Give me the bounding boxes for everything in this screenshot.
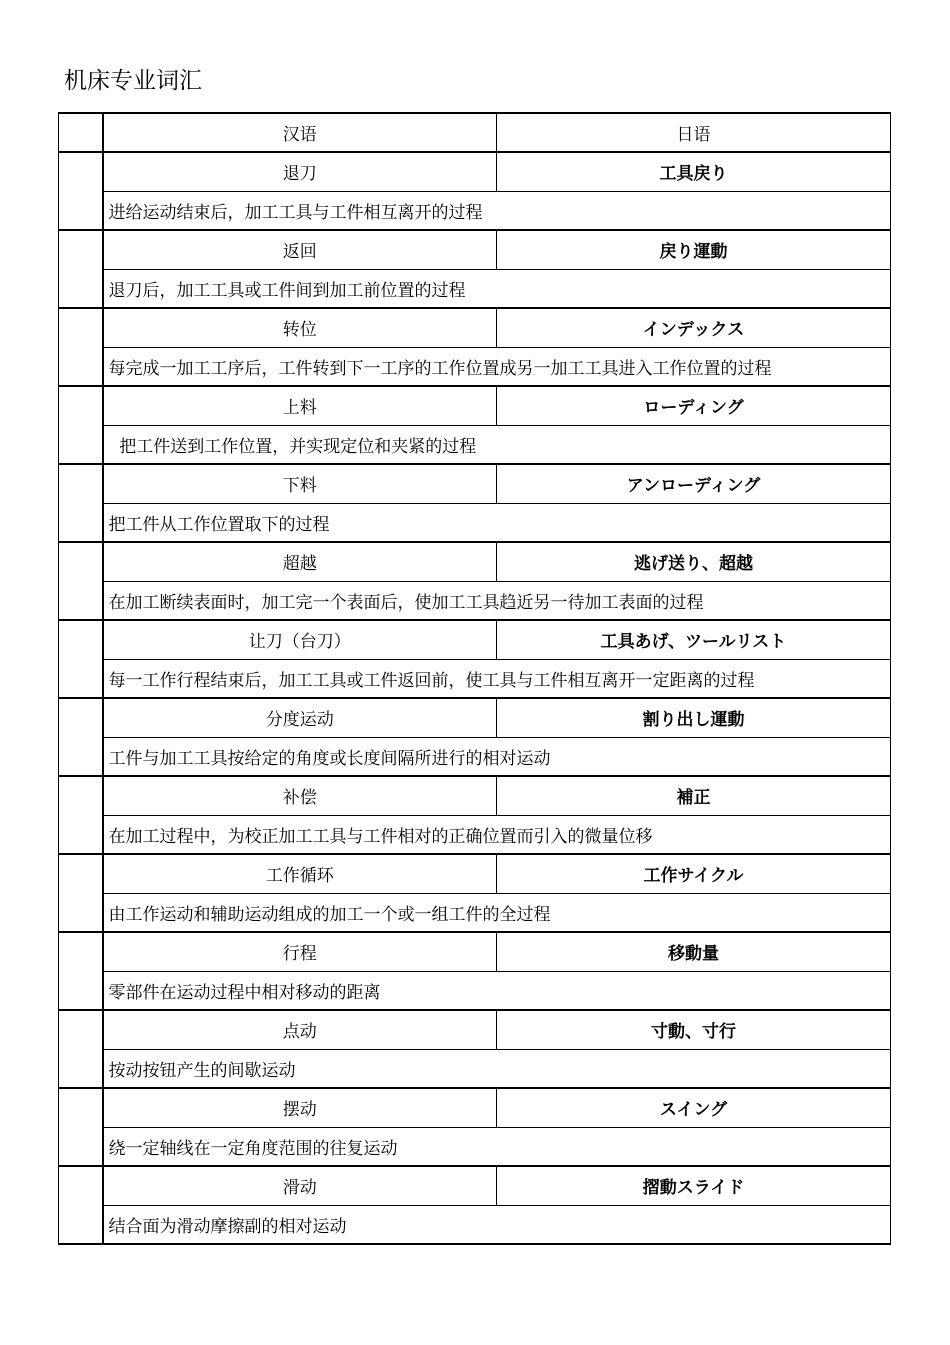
term-definition: 在加工过程中，为校正加工工具与工件相对的正确位置而引入的微量位移 (103, 815, 891, 854)
index-cell (59, 386, 103, 464)
term-definition: 按动按钮产生的间歇运动 (103, 1049, 891, 1088)
definition-row (59, 1049, 891, 1088)
index-cell (59, 698, 103, 776)
term-chinese: 点动 (103, 1010, 497, 1049)
term-japanese: 工作サイクル (497, 854, 891, 893)
definition-row (59, 659, 891, 698)
term-row (59, 542, 891, 581)
term-japanese: アンローディング (497, 464, 891, 503)
term-definition: 零部件在运动过程中相对移动的距离 (103, 971, 891, 1010)
term-japanese: インデックス (497, 308, 891, 347)
term-japanese: 摺動スライド (497, 1166, 891, 1205)
term-definition: 把工件从工作位置取下的过程 (103, 503, 891, 542)
definition-row (59, 269, 891, 308)
term-row (59, 230, 891, 269)
definition-row (59, 425, 891, 464)
term-japanese: 移動量 (497, 932, 891, 971)
index-cell (59, 932, 103, 1010)
term-japanese: 寸動、寸行 (497, 1010, 891, 1049)
term-chinese: 退刀 (103, 152, 497, 191)
term-chinese: 行程 (103, 932, 497, 971)
term-chinese: 超越 (103, 542, 497, 581)
term-japanese: 逃げ送り、超越 (497, 542, 891, 581)
table-header-row (59, 113, 891, 152)
index-cell (59, 464, 103, 542)
index-cell (59, 113, 103, 152)
term-row (59, 932, 891, 971)
term-chinese: 下料 (103, 464, 497, 503)
term-definition: 结合面为滑动摩擦副的相对运动 (103, 1205, 891, 1244)
definition-row (59, 581, 891, 620)
index-cell (59, 152, 103, 230)
index-cell (59, 1088, 103, 1166)
term-row (59, 776, 891, 815)
index-cell (59, 230, 103, 308)
term-definition: 在加工断续表面时，加工完一个表面后，使加工工具趋近另一待加工表面的过程 (103, 581, 891, 620)
page-title: 机床专业词汇 (64, 68, 202, 94)
definition-row (59, 1205, 891, 1244)
term-definition: 进给运动结束后，加工工具与工件相互离开的过程 (103, 191, 891, 230)
index-cell (59, 1166, 103, 1244)
definition-row (59, 1127, 891, 1166)
term-japanese: ローディング (497, 386, 891, 425)
index-cell (59, 620, 103, 698)
term-definition: 退刀后，加工工具或工件间到加工前位置的过程 (103, 269, 891, 308)
vocabulary-table (58, 112, 891, 1245)
term-chinese: 让刀（台刀） (103, 620, 497, 659)
term-chinese: 分度运动 (103, 698, 497, 737)
header-chinese: 汉语 (103, 113, 497, 152)
term-japanese: スイング (497, 1088, 891, 1127)
definition-row (59, 347, 891, 386)
term-chinese: 工作循环 (103, 854, 497, 893)
term-definition: 把工件送到工作位置，并实现定位和夹紧的过程 (103, 425, 891, 464)
index-cell (59, 308, 103, 386)
definition-row (59, 815, 891, 854)
term-chinese: 返回 (103, 230, 497, 269)
term-japanese: 工具あげ、ツールリスト (497, 620, 891, 659)
term-row (59, 308, 891, 347)
term-japanese: 補正 (497, 776, 891, 815)
index-cell (59, 1010, 103, 1088)
term-chinese: 补偿 (103, 776, 497, 815)
term-definition: 每完成一加工工序后，工件转到下一工序的工作位置成另一加工工具进入工作位置的过程 (103, 347, 891, 386)
term-japanese: 割り出し運動 (497, 698, 891, 737)
definition-row (59, 971, 891, 1010)
header-japanese: 日语 (497, 113, 891, 152)
term-row (59, 152, 891, 191)
term-row (59, 620, 891, 659)
definition-row (59, 737, 891, 776)
term-definition: 绕一定轴线在一定角度范围的往复运动 (103, 1127, 891, 1166)
term-row (59, 1166, 891, 1205)
term-row (59, 1010, 891, 1049)
term-definition: 由工作运动和辅助运动组成的加工一个或一组工件的全过程 (103, 893, 891, 932)
term-row (59, 386, 891, 425)
term-definition: 工件与加工工具按给定的角度或长度间隔所进行的相对运动 (103, 737, 891, 776)
term-japanese: 工具戻り (497, 152, 891, 191)
term-row (59, 464, 891, 503)
term-chinese: 上料 (103, 386, 497, 425)
definition-row (59, 503, 891, 542)
term-definition: 每一工作行程结束后，加工工具或工件返回前，使工具与工件相互离开一定距离的过程 (103, 659, 891, 698)
term-japanese: 戻り運動 (497, 230, 891, 269)
term-chinese: 滑动 (103, 1166, 497, 1205)
term-row (59, 854, 891, 893)
index-cell (59, 854, 103, 932)
definition-row (59, 191, 891, 230)
definition-row (59, 893, 891, 932)
term-row (59, 1088, 891, 1127)
index-cell (59, 542, 103, 620)
term-chinese: 摆动 (103, 1088, 497, 1127)
index-cell (59, 776, 103, 854)
term-chinese: 转位 (103, 308, 497, 347)
term-row (59, 698, 891, 737)
